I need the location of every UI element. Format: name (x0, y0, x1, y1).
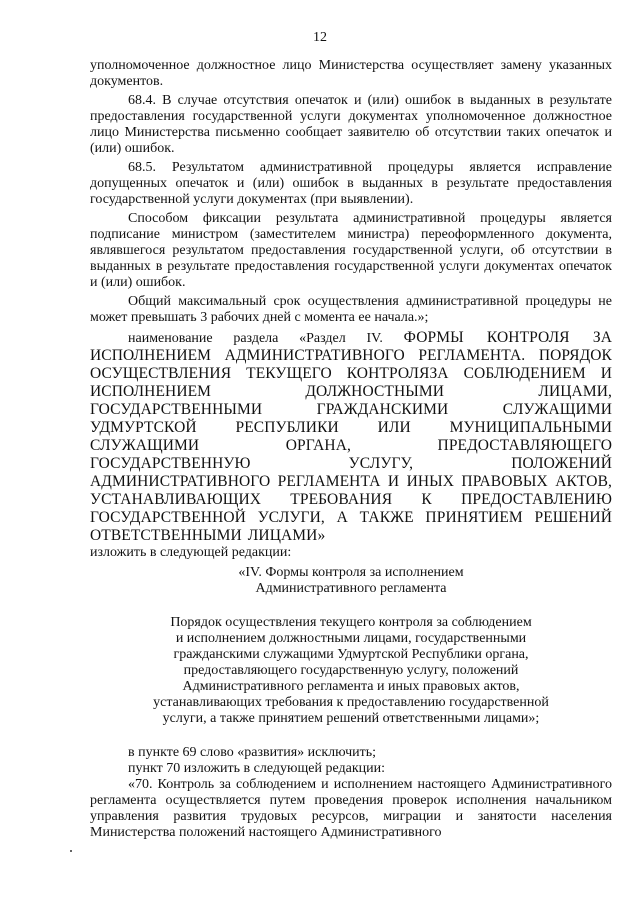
subtitle-line: и исполнением должностными лицами, государственными (175, 631, 527, 646)
subsection-title (90, 615, 612, 727)
section-heading-quote (90, 329, 612, 545)
document-body (90, 58, 612, 841)
paragraph: уполномоченное должностное лицо Министерства осуществляет замену указанных документов. (90, 58, 612, 89)
heading-caps-text: ФОРМЫ КОНТРОЛЯ ЗА ИСПОЛНЕНИЕМ АДМИНИСТРАТИВНОГО РЕГЛАМЕНТА. ПОРЯДОК ОСУЩЕСТВЛЕНИЯ ТЕКУЩЕГО КОНТРОЛЯЗА СОБЛЮДЕНИЕМ И ИСПОЛНЕНИЕМ ДОЛЖНОСТНЫМИ ЛИЦАМИ, ГОСУДАРСТВЕННЫМИ ГРАЖДАНСКИМИ СЛУЖАЩИМИ УДМУРТСКОЙ РЕСПУБЛИКИ ИЛИ МУНИЦИПАЛЬНЫМИ СЛУЖАЩИМИ ОРГАНА, ПРЕДОСТАВЛЯЮЩЕГО ГОСУДАРСТВЕННУЮ УСЛУГУ, ПОЛОЖЕНИЙ АДМИНИСТРАТИВНОГО РЕГЛАМЕНТА И ИНЫХ ПРАВОВЫХ АКТОВ, УСТАНАВЛИВАЮЩИХ ТРЕБОВАНИЯ К ПРЕДОСТАВЛЕНИЮ ГОСУДАРСТВЕННОЙ УСЛУГИ, А ТАКЖЕ ПРИНЯТИЕМ РЕШЕНИЙ ОТВЕТСТВЕННЫМИ ЛИЦАМИ» (90, 329, 612, 544)
section-title-line: «IV. Формы контроля за исполнением (238, 565, 464, 580)
subtitle-line: устанавливающих требования к предоставлению государственной (153, 695, 549, 710)
subtitle-line: Административного регламента и иных правовых актов, (182, 679, 520, 694)
subtitle-line: гражданскими служащими Удмуртской Республики органа, (173, 647, 529, 662)
paragraph: 68.5. Результатом административной процедуры является исправление допущенных опечаток и (или) ошибок в выданных в результате предоставления государственной услуги документах (при выявлении). (90, 160, 612, 207)
subtitle-line: предоставляющего государственную услугу, положений (183, 663, 519, 678)
paragraph: «70. Контроль за соблюдением и исполнением настоящего Административного регламента осуществляется путем проведения проверок исполнения начальником управления развития трудовых ресурсов, миграции и занятости населения Министерства положений настоящего Административного (90, 777, 612, 840)
subtitle-line: услуги, а также принятием решений ответственными лицами»; (162, 711, 540, 726)
page-number: 12 (313, 30, 327, 45)
scan-speck (70, 850, 72, 852)
paragraph: изложить в следующей редакции: (90, 545, 292, 560)
paragraph: 68.4. В случае отсутствия опечаток и (или) ошибок в выданных в результате предоставления государственной услуги документах уполномоченное должностное лицо Министерства письменно сообщает заявителю об отсутствии таких опечаток и (или) ошибок. (90, 93, 612, 156)
paragraph: Общий максимальный срок осуществления административной процедуры не может превышать 3 рабочих дней с момента ее начала.»; (90, 294, 612, 325)
heading-lead-text: наименование раздела «Раздел IV. (128, 331, 383, 346)
subtitle-line: Порядок осуществления текущего контроля за соблюдением (170, 615, 532, 630)
paragraph: пункт 70 изложить в следующей редакции: (128, 761, 385, 776)
paragraph: в пункте 69 слово «развития» исключить; (128, 745, 377, 760)
paragraph: Способом фиксации результата административной процедуры является подписание министром (заместителем министра) переоформленного документа, являвшегося результатом предоставления государственной услуги, об отсутствии в выданных в результате предоставления государственной услуги документах опечаток и (или) ошибок. (90, 211, 612, 290)
section-title-line: Административного регламента (255, 581, 447, 596)
